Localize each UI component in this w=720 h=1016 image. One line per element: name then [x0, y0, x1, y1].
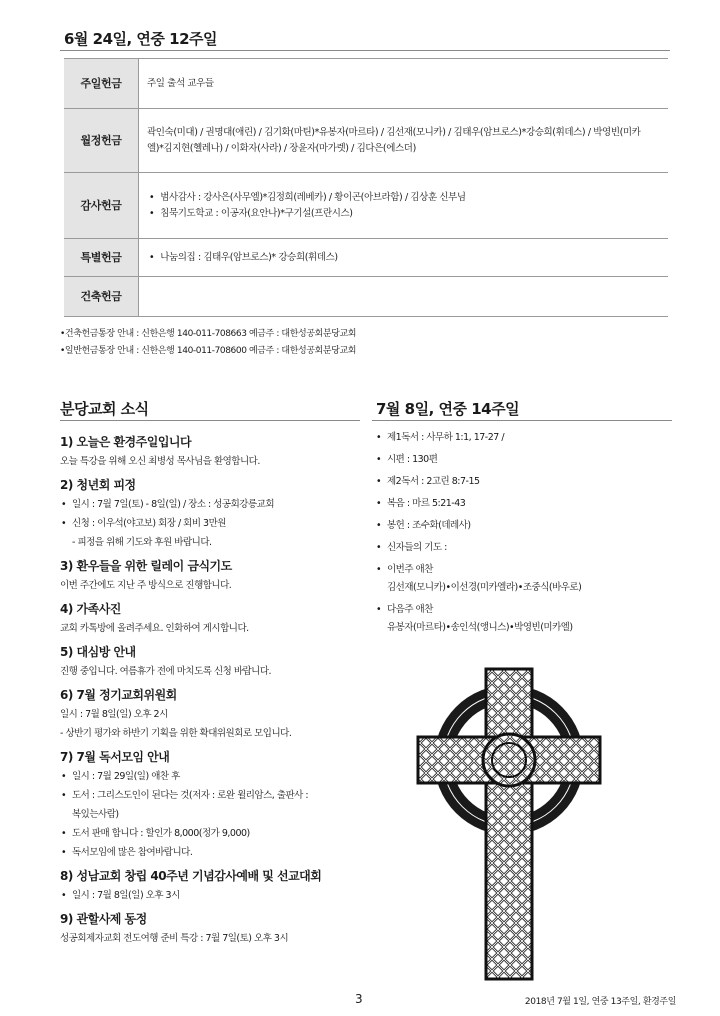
news-bullet: • 일시 : 7월 8일(일) 오후 3시 [60, 886, 360, 905]
offering-table [64, 58, 668, 317]
news-bullet: • 일시 : 7월 29일(일) 애찬 후 [60, 767, 360, 786]
news-bullet: • 도서 : 그리스도인이 된다는 것(저자 : 로완 윌리암스, 출판사 : [60, 786, 360, 805]
schedule-subitem: 김선재(모니카)•이선경(미카엘라)•조중식(바우로) [387, 582, 582, 593]
news-text: 성공회제자교회 전도여행 준비 특강 : 7월 7일(토) 오후 3시 [60, 933, 289, 944]
news-list [60, 428, 360, 948]
news-heading: 8) 성남교회 창립 40주년 기념감사예배 및 선교대회 [60, 869, 322, 883]
offering-row-monthly [64, 109, 668, 173]
offering-value: 곽인숙(미대) / 권명대(애린) / 김기화(마틴)*유봉자(마르타) / 김선재(모니카) / 김태우(암브로스)*강승희(휘데스) / 박영빈(미카 엘)*김지현(헬레나) / 이화자(사라) / 장윤자(마가렛) / 김다은(에스더) [139, 109, 669, 173]
schedule-item: • 제1독서 : 사무하 1:1, 17-27 / [376, 428, 676, 448]
news-heading: 9) 관할사제 동정 [60, 912, 147, 926]
offering-row-special [64, 239, 668, 277]
news-heading: 7) 7월 독서모임 안내 [60, 750, 170, 764]
schedule-subitem: 유봉자(마르타)•송인석(앵니스)•박영빈(미카엘) [387, 622, 573, 633]
news-text: - 상반기 평가와 하반기 기획을 위한 확대위원회로 모입니다. [60, 728, 292, 739]
news-text: 복있는사람) [72, 809, 119, 820]
offering-row-sunday [64, 59, 668, 109]
offering-section-title: 6월 24일, 연중 12주일 [64, 30, 217, 48]
news-bullet: • 독서모임에 많은 참여바랍니다. [60, 843, 360, 862]
offering-label: 월정헌금 [64, 109, 139, 173]
news-text: 교회 카톡방에 올려주세요. 인화하여 게시합니다. [60, 623, 249, 634]
schedule-item: • 봉헌 : 조수화(데레사) [376, 516, 676, 536]
offering-value [139, 277, 669, 317]
schedule-list [376, 428, 676, 640]
news-section-title: 분당교회 소식 [60, 400, 149, 418]
news-heading: 6) 7월 정기교회위원회 [60, 688, 177, 702]
news-bullet: • 도서 판매 합니다 : 할인가 8,000(정가 9,000) [60, 824, 360, 843]
news-heading: 5) 대심방 안내 [60, 645, 136, 659]
schedule-item: • 이번주 애찬 [376, 560, 676, 580]
schedule-item: • 복음 : 마르 5:21-43 [376, 494, 676, 514]
schedule-item: • 신자들의 기도 : [376, 538, 676, 558]
offering-value: 주일 출석 교우들 [139, 59, 669, 109]
news-text: 오늘 특강을 위해 오신 최병성 목사님을 환영합니다. [60, 456, 260, 467]
offering-value: • 범사감사 : 강사은(사무엘)*김정희(레베카) / 황이곤(아브라함) / 김상훈 신부님 • 침묵기도학교 : 이공자(요안나)*구기설(프란시스) [139, 173, 669, 239]
footer-note: 2018년 7월 1일, 연중 13주일, 환경주일 [524, 997, 676, 1007]
schedule-section-title: 7월 8일, 연중 14주일 [376, 400, 520, 418]
news-title-rule [60, 420, 360, 421]
schedule-title-rule [372, 420, 672, 421]
news-text: 일시 : 7월 8일(일) 오후 2시 [60, 709, 168, 720]
offering-label: 감사헌금 [64, 173, 139, 239]
offering-row-thanks [64, 173, 668, 239]
offering-label: 특별헌금 [64, 239, 139, 277]
note-line: • 일반헌금통장 안내 : 신한은행 140-011-708600 예금주 : 대한성공회분당교회 [60, 343, 356, 360]
offering-label: 건축헌금 [64, 277, 139, 317]
schedule-item: • 제2독서 : 2고린 8:7-15 [376, 472, 676, 492]
news-bullet: • 일시 : 7월 7일(토) - 8일(일) / 장소 : 성공회강릉교회 [60, 495, 360, 514]
news-heading: 2) 청년회 피정 [60, 478, 136, 492]
news-text: 진행 중입니다. 여름휴가 전에 마치도록 신청 바랍니다. [60, 666, 272, 677]
news-heading: 4) 가족사진 [60, 602, 121, 616]
news-heading: 3) 환우들을 위한 릴레이 금식기도 [60, 559, 232, 573]
offering-title-rule [60, 50, 670, 51]
schedule-item: • 시편 : 130편 [376, 450, 676, 470]
account-notes [60, 326, 356, 360]
schedule-item: • 다음주 애찬 [376, 600, 676, 620]
offering-row-building [64, 277, 668, 317]
offering-label: 주일헌금 [64, 59, 139, 109]
news-text: - 피정을 위해 기도와 후원 바랍니다. [72, 537, 212, 548]
celtic-cross-icon [414, 665, 604, 985]
news-bullet: • 신청 : 이우석(야고보) 회장 / 회비 3만원 [60, 514, 360, 533]
offering-value: • 나눔의집 : 김태우(암브로스)* 강승희(휘데스) [139, 239, 669, 277]
news-text: 이번 주간에도 지난 주 방식으로 진행합니다. [60, 580, 232, 591]
note-line: • 건축헌금통장 안내 : 신한은행 140-011-708663 예금주 : 대한성공회분당교회 [60, 326, 356, 343]
news-heading: 1) 오늘은 환경주일입니다 [60, 435, 192, 449]
page-number: 3 [355, 992, 363, 1006]
